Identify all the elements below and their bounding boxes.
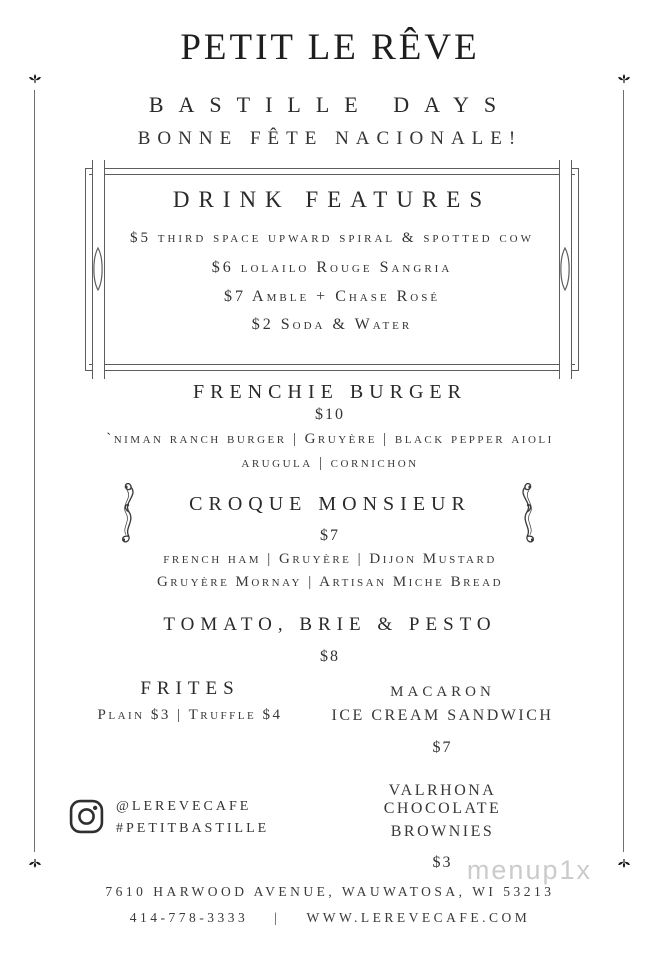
greeting-line: BONNE FÊTE NACIONALE! — [137, 128, 523, 149]
item-name-frites: FRITES — [140, 678, 240, 699]
event-title: BASTILLE DAYS — [148, 92, 512, 117]
item-detail: Plain $3 | Truffle $4 — [97, 707, 283, 723]
drink-item: $7 Amble + Chase Rosé — [223, 288, 441, 305]
item-name-frenchie-burger: FRENCHIE BURGER — [193, 381, 467, 403]
item-description: french ham | Gruyère | Dijon Mustard — [163, 551, 497, 567]
instagram-icon — [68, 798, 105, 835]
instagram-handle: @LEREVECAFE — [116, 799, 252, 814]
drink-item: $5 third space upward spiral & spotted cow — [129, 230, 535, 246]
drink-features-title: DRINK FEATURES — [172, 187, 492, 212]
item-name-brownies: VALRHONA CHOCOLATE — [383, 782, 502, 817]
item-description: arugula | cornichon — [241, 455, 419, 471]
item-name-brownies-line2: BROWNIES — [390, 823, 495, 840]
contact-line — [0, 910, 660, 926]
item-price: $7 — [320, 527, 340, 544]
page-title: PETIT LE RÊVE — [180, 27, 480, 68]
fleur-ornament-icon — [28, 854, 42, 868]
item-price: $8 — [320, 648, 340, 665]
address-line: 7610 HARWOOD AVENUE, WAUWATOSA, WI 53213 — [105, 884, 555, 899]
item-name-macaron: MACARON — [390, 684, 495, 700]
item-name-macaron-line2: ICE CREAM SANDWICH — [331, 707, 554, 724]
item-name-croque-monsieur: CROQUE MONSIEUR — [189, 493, 471, 515]
item-price: $10 — [315, 406, 345, 423]
separator: | — [274, 910, 281, 925]
item-price: $7 — [432, 739, 453, 756]
drink-features-box — [85, 168, 579, 371]
menupix-watermark: menup1x — [466, 855, 592, 885]
item-description: `niman ranch burger | Gruyère | black pepper aioli — [106, 431, 554, 447]
event-hashtag: #PETITBASTILLE — [116, 821, 270, 836]
item-block-frites — [85, 678, 295, 724]
drink-item: $6 lolailo Rouge Sangria — [211, 259, 453, 276]
fleur-ornament-icon — [28, 74, 42, 88]
website-url: WWW.LEREVECAFE.COM — [306, 910, 531, 925]
phone-number: 414-778-3333 — [129, 910, 249, 925]
fleur-ornament-icon — [617, 854, 631, 868]
item-price: $3 — [432, 854, 453, 871]
fleur-ornament-icon — [617, 74, 631, 88]
item-block-macaron — [330, 684, 555, 757]
item-name-tomato-brie-pesto: TOMATO, BRIE & PESTO — [163, 614, 497, 635]
drink-item: $2 Soda & Water — [251, 316, 413, 333]
item-description: Gruyère Mornay | Artisan Miche Bread — [156, 574, 504, 590]
